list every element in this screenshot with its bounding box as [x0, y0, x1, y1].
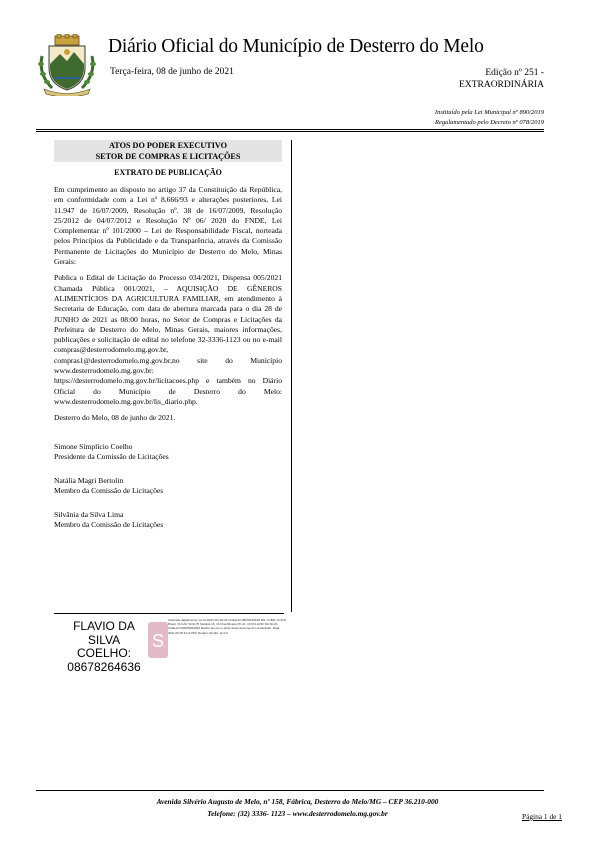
signatory-role: Membro da Comissão de Licitações — [54, 519, 164, 529]
signatory — [54, 476, 282, 496]
place-date: Desterro do Melo, 08 de junho de 2021. — [54, 413, 176, 423]
header-divider-thin — [36, 131, 544, 132]
publication-date: Terça-feira, 08 de junho de 2021 — [110, 67, 234, 77]
coat-of-arms-icon — [36, 34, 98, 96]
signatory-role: Membro da Comissão de Licitações — [54, 485, 164, 495]
digital-signature-name — [56, 620, 152, 674]
svg-text:S: S — [151, 631, 165, 651]
footer-divider — [36, 790, 544, 791]
edition-info — [459, 67, 544, 91]
signatory-name: Silvânia da Silva Lima — [54, 509, 124, 519]
digital-signature-details: Assinado digitalmente por FLAVIO DA SILVA COELHO:08678264636 DN: C=BR, O=ICP-Brasil, OU=AC SOLUTI Multipla v5, OU=Certificado PF A1, CN=FLAVIO DA SILVA COELHO:08678264636 Razão: Eu sou o autor deste documento Localização: Data: 2021.06.08 Foxit PDF Reader Versão: 11.0.0 — [168, 618, 287, 635]
regulated-by: Regulamentado pelo Decreto nº 078/2019 — [434, 119, 544, 126]
notice-paragraph: Publica o Edital de Licitação do Processo 034/2021, Dispensa 005/2021 Chamada Pública 001/2021, – AQUISIÇÃO DE GÊNEROS ALIMENTÍCIOS DA AGRICULTURA FAMILIAR, em atendimento à Secretaria de Educação, com data de abertura marcada para o dia 28 de JUNHO de 2021 as 08:00 horas, no Setor de Compras e Licitações da Prefeitura de Desterro do Melo, Minas Gerais, maiores informações, publicações e solicitação de edital no telefone 32-3336-1123 ou no e-mail compras@desterrodomelo.mg.gov.br, compras1@desterrodomelo.mg.gov.br,no site do Município www.desterrodomelo.mg.gov.br: https://desterrodomelo.mg.gov.br/licitacoes.php e também no Diário Oficial do Município de Desterro do Melo: www.desterrodomelo.mg.gov.br/lis_diario.php. — [54, 273, 282, 406]
header-divider — [36, 129, 544, 130]
signatory-name: Simone Simplício Coelho — [54, 441, 133, 451]
edition-number: Edição nº 251 - — [485, 68, 544, 78]
signer-name-line2: COELHO: — [76, 646, 131, 660]
section-heading — [54, 140, 282, 162]
section-heading-line1: ATOS DO PODER EXECUTIVO — [108, 141, 228, 150]
instituted-by: Instituído pela Lei Municipal nº 890/2019 — [434, 109, 544, 116]
signature-logo-icon — [148, 620, 168, 660]
signatory — [54, 442, 282, 462]
signatory — [54, 510, 282, 530]
column-divider — [291, 140, 292, 612]
footer-address — [0, 796, 595, 820]
contact-line: Telefone: (32) 3336- 1123 – www.desterrodomelo.mg.gov.br — [207, 809, 388, 818]
legal-basis — [435, 108, 544, 128]
signatory-name: Natália Magri Bertolin — [54, 475, 124, 485]
newspaper-title: Diário Oficial do Município de Desterro do Melo — [108, 36, 484, 57]
section-heading-line2: SETOR DE COMPRAS E LICITAÇÕES — [95, 152, 241, 161]
address-line: Avenida Silvério Augusto de Melo, nº 158, Fábrica, Desterro do Melo/MG – CEP 36.210-000 — [156, 797, 439, 806]
signatory-role: Presidente da Comissão de Licitações — [54, 451, 169, 461]
extract-title: EXTRATO DE PUBLICAÇÃO — [114, 168, 222, 177]
intro-paragraph: Em cumprimento ao disposto no artigo 37 da Constituição da República, em conformidade com a Lei nº 8.666/93 e alterações posteriores, Lei 11.947 de 16/07/2009, Resolução nº. 38 de 16/07/2009, Resolução 25/2012 de 04/07/2012 e Resolução Nº 06/ 2020 do FNDE, Lei Complementar nº 101/2000 – Lei de Responsabilidade Fiscal, norteada pelos Princípios da Publicidade e da Transparência, através da Comissão Permanente de Licitações do Município de Desterro do Melo, Minas Gerais: — [54, 185, 282, 267]
page-number: Página 1 de 1 — [521, 812, 562, 821]
edition-type: EXTRAORDINÁRIA — [459, 80, 544, 90]
main-column — [54, 140, 282, 530]
signer-name-line1: FLAVIO DA SILVA — [73, 619, 135, 647]
signature-rule — [54, 613, 284, 614]
signer-id: 08678264636 — [67, 659, 141, 674]
